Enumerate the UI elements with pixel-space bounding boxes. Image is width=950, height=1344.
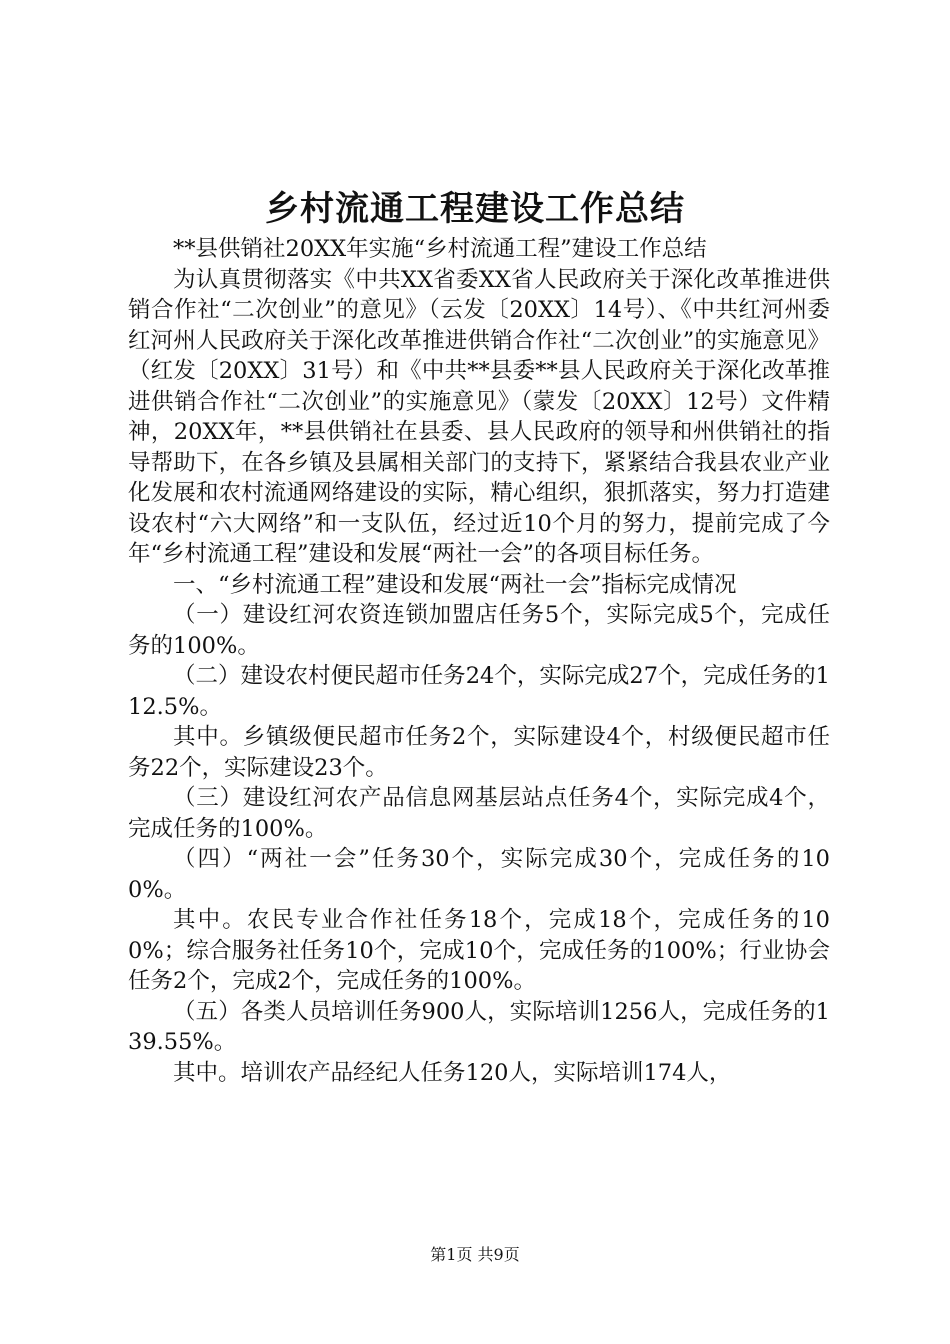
- paragraph-item-2-detail: 其中。乡镇级便民超市任务2个，实际建设4个，村级便民超市任务22个，实际建设23个。: [128, 724, 830, 781]
- paragraph-item-4: （四）“两社一会”任务30个，实际完成30个，完成任务的100%。: [128, 846, 830, 903]
- paragraph-item-5-detail: 其中。培训农产品经纪人任务120人，实际培训174人，: [173, 1059, 732, 1086]
- paragraph-subtitle: **县供销社20XX年实施“乡村流通工程”建设工作总结: [173, 236, 707, 262]
- page-number-footer: 第1页 共9页: [430, 1245, 520, 1264]
- paragraph-item-1: （一）建设红河农资连锁加盟店任务5个，实际完成5个，完成任务的100%。: [128, 602, 830, 659]
- paragraph-item-4-detail: 其中。农民专业合作社任务18个，完成18个，完成任务的100%；综合服务社任务10个，完成10个，完成任务的100%；行业协会任务2个，完成2个，完成任务的100%。: [128, 907, 830, 994]
- paragraph-section-heading: 一、“乡村流通工程”建设和发展“两社一会”指标完成情况: [173, 571, 737, 598]
- document-title: 乡村流通工程建设工作总结: [265, 189, 685, 229]
- paragraph-item-2: （二）建设农村便民超市任务24个，实际完成27个，完成任务的112.5%。: [128, 663, 830, 720]
- document-body: [128, 234, 830, 1088]
- paragraph-intro: 为认真贯彻落实《中共XX省委XX省人民政府关于深化改革推进供销合作社“二次创业”的意见》（云发〔20XX〕14号）、《中共红河州委红河州人民政府关于深化改革推进供销合作社“二次创业”的实施意见》（红发〔20XX〕31号）和《中共**县委**县人民政府关于深化改革推进供销合作社“二次创业”的实施意见》（蒙发〔20XX〕12号）文件精神，20XX年，**县供销社在县委、县人民政府的领导和州供销社的指导帮助下，在各乡镇及县属相关部门的支持下，紧紧结合我县农业产业化发展和农村流通网络建设的实际，精心组织，狠抓落实，努力打造建设农村“六大网络”和一支队伍，经过近10个月的努力，提前完成了今年“乡村流通工程”建设和发展“两社一会”的各项目标任务。: [128, 266, 830, 567]
- paragraph-item-3: （三）建设红河农产品信息网基层站点任务4个，实际完成4个，完成任务的100%。: [128, 785, 830, 842]
- paragraph-item-5: （五）各类人员培训任务900人，实际培训1256人，完成任务的139.55%。: [128, 998, 830, 1055]
